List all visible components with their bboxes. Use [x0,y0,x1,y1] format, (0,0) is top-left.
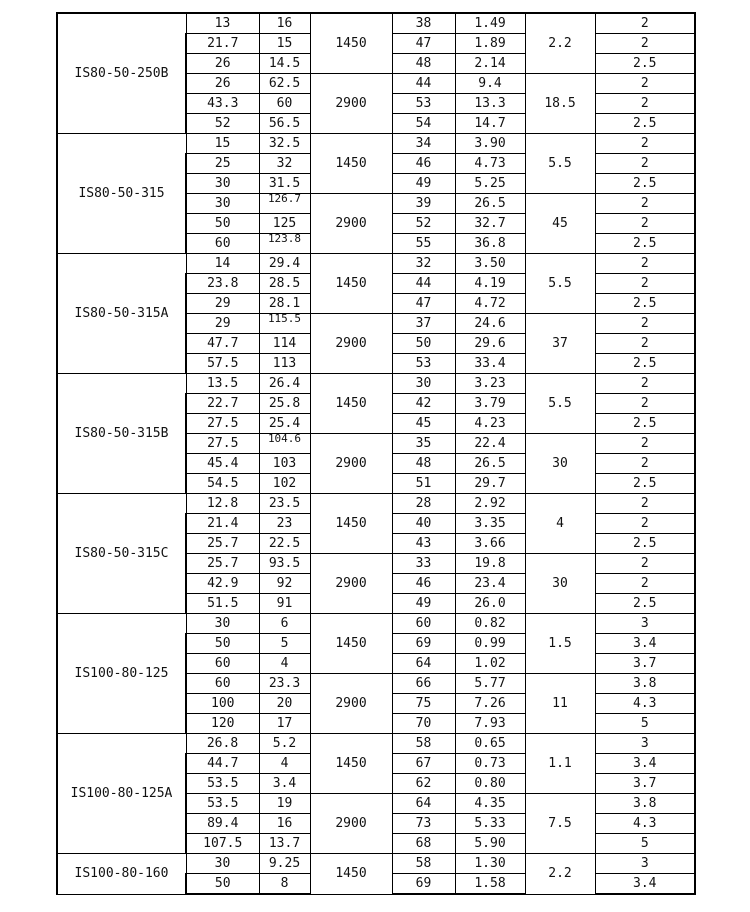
shaft-power-cell: 7.26 [455,694,525,714]
npsh-cell: 5 [595,834,695,854]
head-cell: 14.5 [259,54,310,74]
npsh-cell: 2 [595,574,695,594]
shaft-power-cell: 3.35 [455,514,525,534]
npsh-cell: 2.5 [595,414,695,434]
shaft-power-cell: 0.73 [455,754,525,774]
flow-rate-cell: 100 [186,694,259,714]
flow-rate-cell: 107.5 [186,834,259,854]
head-cell: 23.5 [259,494,310,514]
flow-rate-cell: 60 [186,674,259,694]
npsh-cell: 2 [595,334,695,354]
flow-rate-cell: 45.4 [186,454,259,474]
speed-cell: 2900 [310,434,392,494]
efficiency-cell: 30 [392,374,455,394]
motor-power-cell: 2.2 [525,854,595,895]
pump-model-cell: IS100-80-125A [57,734,186,854]
npsh-cell: 2 [595,554,695,574]
npsh-cell: 3.7 [595,654,695,674]
flow-rate-cell: 26 [186,54,259,74]
head-cell: 25.8 [259,394,310,414]
efficiency-cell: 53 [392,354,455,374]
npsh-cell: 2.5 [595,174,695,194]
npsh-cell: 3.8 [595,794,695,814]
shaft-power-cell: 1.02 [455,654,525,674]
shaft-power-cell: 5.90 [455,834,525,854]
flow-rate-cell: 22.7 [186,394,259,414]
table-row [57,854,695,874]
flow-rate-cell: 54.5 [186,474,259,494]
shaft-power-cell: 2.92 [455,494,525,514]
efficiency-cell: 58 [392,734,455,754]
flow-rate-cell: 51.5 [186,594,259,614]
pump-model-cell: IS80-50-315A [57,254,186,374]
motor-power-cell: 18.5 [525,74,595,134]
pump-model-cell: IS100-80-125 [57,614,186,734]
head-cell: 56.5 [259,114,310,134]
shaft-power-cell: 3.79 [455,394,525,414]
npsh-cell: 3 [595,734,695,754]
flow-rate-cell: 52 [186,114,259,134]
shaft-power-cell: 5.33 [455,814,525,834]
shaft-power-cell: 5.77 [455,674,525,694]
table-row [57,734,695,754]
npsh-cell: 5 [595,714,695,734]
shaft-power-cell: 29.7 [455,474,525,494]
head-cell: 103 [259,454,310,474]
npsh-cell: 3.4 [595,634,695,654]
head-cell: 114 [259,334,310,354]
flow-rate-cell: 42.9 [186,574,259,594]
efficiency-cell: 32 [392,254,455,274]
flow-rate-cell: 57.5 [186,354,259,374]
speed-cell: 2900 [310,74,392,134]
shaft-power-cell: 1.30 [455,854,525,874]
flow-rate-cell: 30 [186,174,259,194]
npsh-cell: 2.5 [595,234,695,254]
flow-rate-cell: 53.5 [186,794,259,814]
head-cell: 3.4 [259,774,310,794]
speed-cell: 1450 [310,13,392,74]
flow-rate-cell: 25 [186,154,259,174]
flow-rate-cell: 26.8 [186,734,259,754]
speed-cell: 1450 [310,854,392,895]
head-cell: 115.5 [259,314,310,334]
efficiency-cell: 49 [392,594,455,614]
efficiency-cell: 53 [392,94,455,114]
efficiency-cell: 38 [392,13,455,34]
npsh-cell: 2 [595,74,695,94]
table-body [57,13,695,894]
flow-rate-cell: 60 [186,234,259,254]
speed-cell: 1450 [310,374,392,434]
motor-power-cell: 45 [525,194,595,254]
table-row [57,13,695,34]
npsh-cell: 2 [595,374,695,394]
table-row [57,254,695,274]
npsh-cell: 2 [595,314,695,334]
shaft-power-cell: 4.35 [455,794,525,814]
flow-rate-cell: 43.3 [186,94,259,114]
npsh-cell: 2 [595,94,695,114]
efficiency-cell: 47 [392,294,455,314]
head-cell: 32 [259,154,310,174]
shaft-power-cell: 26.5 [455,194,525,214]
speed-cell: 2900 [310,554,392,614]
shaft-power-cell: 23.4 [455,574,525,594]
shaft-power-cell: 22.4 [455,434,525,454]
npsh-cell: 4.3 [595,814,695,834]
efficiency-cell: 35 [392,434,455,454]
efficiency-cell: 46 [392,154,455,174]
pump-performance-table [56,12,696,895]
efficiency-cell: 67 [392,754,455,774]
shaft-power-cell: 3.66 [455,534,525,554]
efficiency-cell: 52 [392,214,455,234]
head-cell: 102 [259,474,310,494]
head-cell: 31.5 [259,174,310,194]
flow-rate-cell: 120 [186,714,259,734]
head-cell: 32.5 [259,134,310,154]
efficiency-cell: 69 [392,634,455,654]
head-cell: 92 [259,574,310,594]
efficiency-cell: 60 [392,614,455,634]
shaft-power-cell: 33.4 [455,354,525,374]
flow-rate-cell: 53.5 [186,774,259,794]
head-cell: 23.3 [259,674,310,694]
flow-rate-cell: 25.7 [186,534,259,554]
efficiency-cell: 47 [392,34,455,54]
flow-rate-cell: 13.5 [186,374,259,394]
shaft-power-cell: 13.3 [455,94,525,114]
speed-cell: 2900 [310,674,392,734]
shaft-power-cell: 4.23 [455,414,525,434]
table-row [57,494,695,514]
efficiency-cell: 28 [392,494,455,514]
head-cell: 93.5 [259,554,310,574]
head-cell: 113 [259,354,310,374]
efficiency-cell: 33 [392,554,455,574]
npsh-cell: 2.5 [595,54,695,74]
npsh-cell: 2 [595,494,695,514]
head-cell: 9.25 [259,854,310,874]
efficiency-cell: 48 [392,54,455,74]
table-row [57,134,695,154]
efficiency-cell: 68 [392,834,455,854]
flow-rate-cell: 50 [186,634,259,654]
efficiency-cell: 44 [392,74,455,94]
shaft-power-cell: 1.49 [455,13,525,34]
flow-rate-cell: 27.5 [186,434,259,454]
pump-model-cell: IS80-50-315 [57,134,186,254]
head-cell: 17 [259,714,310,734]
flow-rate-cell: 30 [186,854,259,874]
flow-rate-cell: 26 [186,74,259,94]
shaft-power-cell: 32.7 [455,214,525,234]
pump-model-cell: IS80-50-315C [57,494,186,614]
head-cell: 4 [259,654,310,674]
npsh-cell: 3 [595,854,695,874]
flow-rate-cell: 15 [186,134,259,154]
shaft-power-cell: 26.0 [455,594,525,614]
efficiency-cell: 55 [392,234,455,254]
flow-rate-cell: 60 [186,654,259,674]
npsh-cell: 2 [595,434,695,454]
speed-cell: 1450 [310,254,392,314]
shaft-power-cell: 29.6 [455,334,525,354]
npsh-cell: 2.5 [595,594,695,614]
efficiency-cell: 39 [392,194,455,214]
efficiency-cell: 34 [392,134,455,154]
shaft-power-cell: 36.8 [455,234,525,254]
table-row [57,614,695,634]
flow-rate-cell: 50 [186,214,259,234]
npsh-cell: 2 [595,154,695,174]
npsh-cell: 2 [595,13,695,34]
npsh-cell: 2 [595,214,695,234]
shaft-power-cell: 4.19 [455,274,525,294]
flow-rate-cell: 23.8 [186,274,259,294]
motor-power-cell: 11 [525,674,595,734]
efficiency-cell: 69 [392,874,455,895]
shaft-power-cell: 19.8 [455,554,525,574]
npsh-cell: 2 [595,34,695,54]
shaft-power-cell: 0.65 [455,734,525,754]
npsh-cell: 2 [595,194,695,214]
head-cell: 126.7 [259,194,310,214]
efficiency-cell: 66 [392,674,455,694]
npsh-cell: 3.8 [595,674,695,694]
npsh-cell: 2 [595,134,695,154]
shaft-power-cell: 3.23 [455,374,525,394]
npsh-cell: 2 [595,274,695,294]
motor-power-cell: 30 [525,554,595,614]
npsh-cell: 2 [595,254,695,274]
speed-cell: 1450 [310,734,392,794]
efficiency-cell: 49 [392,174,455,194]
npsh-cell: 4.3 [595,694,695,714]
flow-rate-cell: 21.4 [186,514,259,534]
efficiency-cell: 58 [392,854,455,874]
efficiency-cell: 45 [392,414,455,434]
speed-cell: 1450 [310,494,392,554]
npsh-cell: 2.5 [595,474,695,494]
shaft-power-cell: 1.58 [455,874,525,895]
motor-power-cell: 7.5 [525,794,595,854]
efficiency-cell: 46 [392,574,455,594]
npsh-cell: 2 [595,454,695,474]
head-cell: 26.4 [259,374,310,394]
npsh-cell: 2 [595,394,695,414]
npsh-cell: 3 [595,614,695,634]
table-row [57,374,695,394]
npsh-cell: 2.5 [595,354,695,374]
efficiency-cell: 42 [392,394,455,414]
head-cell: 91 [259,594,310,614]
flow-rate-cell: 21.7 [186,34,259,54]
flow-rate-cell: 14 [186,254,259,274]
head-cell: 28.5 [259,274,310,294]
pump-model-cell: IS100-80-160 [57,854,186,895]
flow-rate-cell: 13 [186,13,259,34]
shaft-power-cell: 0.82 [455,614,525,634]
efficiency-cell: 40 [392,514,455,534]
flow-rate-cell: 25.7 [186,554,259,574]
efficiency-cell: 75 [392,694,455,714]
head-cell: 16 [259,13,310,34]
speed-cell: 2900 [310,794,392,854]
shaft-power-cell: 2.14 [455,54,525,74]
flow-rate-cell: 27.5 [186,414,259,434]
motor-power-cell: 5.5 [525,374,595,434]
head-cell: 6 [259,614,310,634]
flow-rate-cell: 12.8 [186,494,259,514]
npsh-cell: 2.5 [595,114,695,134]
head-cell: 20 [259,694,310,714]
shaft-power-cell: 9.4 [455,74,525,94]
head-cell: 123.8 [259,234,310,254]
npsh-cell: 3.4 [595,874,695,895]
speed-cell: 2900 [310,314,392,374]
shaft-power-cell: 1.89 [455,34,525,54]
shaft-power-cell: 0.99 [455,634,525,654]
efficiency-cell: 50 [392,334,455,354]
efficiency-cell: 62 [392,774,455,794]
head-cell: 5 [259,634,310,654]
efficiency-cell: 73 [392,814,455,834]
npsh-cell: 3.4 [595,754,695,774]
npsh-cell: 2.5 [595,294,695,314]
npsh-cell: 3.7 [595,774,695,794]
flow-rate-cell: 30 [186,614,259,634]
motor-power-cell: 2.2 [525,13,595,74]
motor-power-cell: 1.1 [525,734,595,794]
efficiency-cell: 51 [392,474,455,494]
efficiency-cell: 44 [392,274,455,294]
head-cell: 15 [259,34,310,54]
npsh-cell: 2 [595,514,695,534]
motor-power-cell: 37 [525,314,595,374]
efficiency-cell: 54 [392,114,455,134]
head-cell: 16 [259,814,310,834]
head-cell: 8 [259,874,310,895]
shaft-power-cell: 4.73 [455,154,525,174]
shaft-power-cell: 26.5 [455,454,525,474]
pump-model-cell: IS80-50-315B [57,374,186,494]
head-cell: 19 [259,794,310,814]
speed-cell: 1450 [310,614,392,674]
flow-rate-cell: 29 [186,314,259,334]
head-cell: 29.4 [259,254,310,274]
shaft-power-cell: 7.93 [455,714,525,734]
npsh-cell: 2.5 [595,534,695,554]
efficiency-cell: 37 [392,314,455,334]
efficiency-cell: 70 [392,714,455,734]
shaft-power-cell: 3.90 [455,134,525,154]
speed-cell: 1450 [310,134,392,194]
flow-rate-cell: 47.7 [186,334,259,354]
head-cell: 125 [259,214,310,234]
head-cell: 13.7 [259,834,310,854]
head-cell: 5.2 [259,734,310,754]
shaft-power-cell: 5.25 [455,174,525,194]
head-cell: 28.1 [259,294,310,314]
shaft-power-cell: 4.72 [455,294,525,314]
flow-rate-cell: 89.4 [186,814,259,834]
shaft-power-cell: 14.7 [455,114,525,134]
head-cell: 22.5 [259,534,310,554]
flow-rate-cell: 44.7 [186,754,259,774]
efficiency-cell: 43 [392,534,455,554]
speed-cell: 2900 [310,194,392,254]
motor-power-cell: 5.5 [525,134,595,194]
flow-rate-cell: 29 [186,294,259,314]
head-cell: 25.4 [259,414,310,434]
efficiency-cell: 64 [392,654,455,674]
shaft-power-cell: 0.80 [455,774,525,794]
efficiency-cell: 48 [392,454,455,474]
shaft-power-cell: 3.50 [455,254,525,274]
shaft-power-cell: 24.6 [455,314,525,334]
flow-rate-cell: 50 [186,874,259,895]
head-cell: 60 [259,94,310,114]
head-cell: 23 [259,514,310,534]
pump-model-cell: IS80-50-250B [57,13,186,134]
flow-rate-cell: 30 [186,194,259,214]
efficiency-cell: 64 [392,794,455,814]
head-cell: 4 [259,754,310,774]
motor-power-cell: 1.5 [525,614,595,674]
head-cell: 104.6 [259,434,310,454]
head-cell: 62.5 [259,74,310,94]
motor-power-cell: 4 [525,494,595,554]
motor-power-cell: 30 [525,434,595,494]
motor-power-cell: 5.5 [525,254,595,314]
